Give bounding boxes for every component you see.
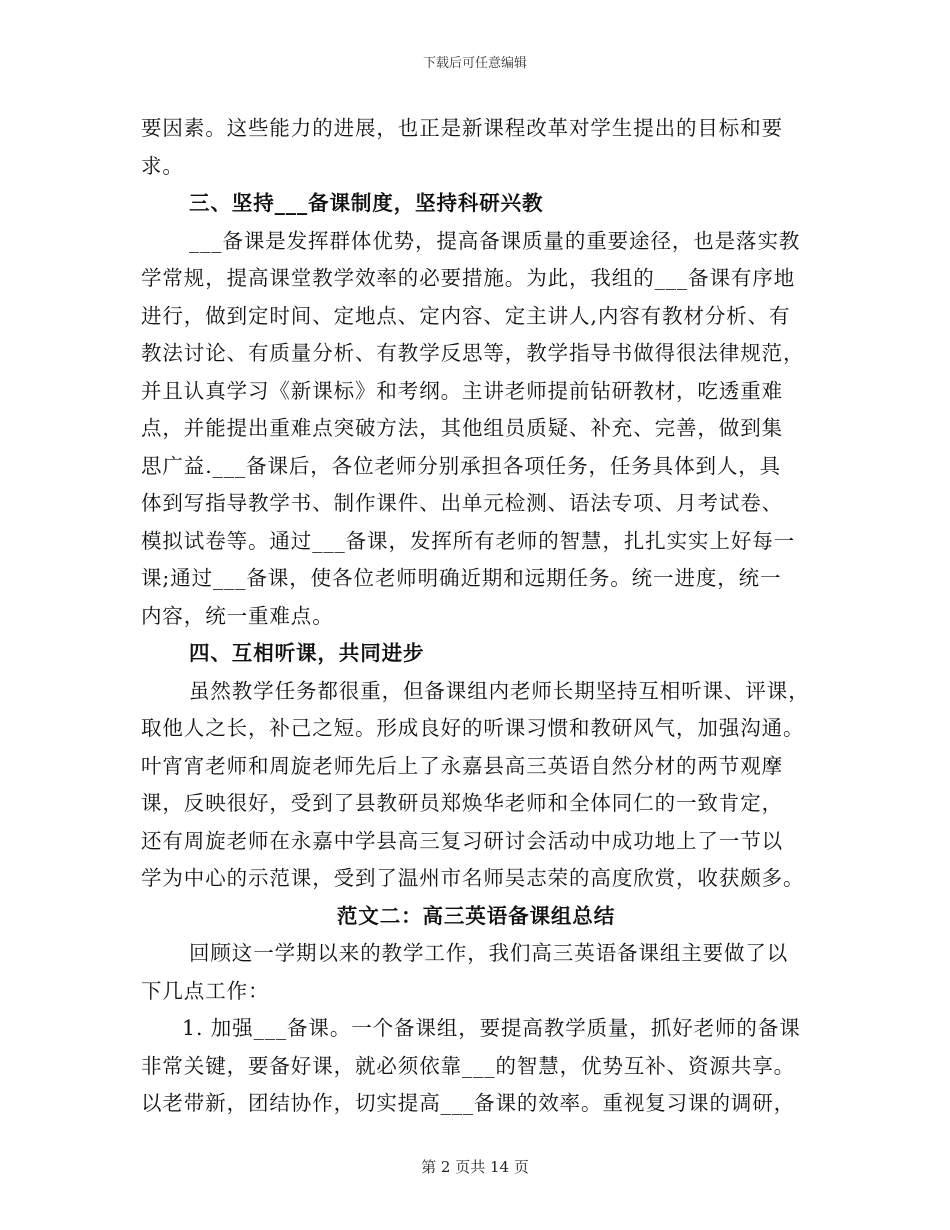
body-line: 课，反映很好，受到了县教研员郑焕华老师和全体同仁的一致肯定， bbox=[141, 791, 783, 815]
body-line: 非常关键，要备好课，就必须依靠___的智慧，优势互补、资源共享。 bbox=[141, 1053, 796, 1078]
body-line: 下几点工作： bbox=[141, 978, 270, 1003]
body-line: 进行，做到定时间、定地点、定内容、定主讲人,内容有教材分析、有 bbox=[141, 303, 791, 328]
body-line: 模拟试卷等。通过___备课，发挥所有老师的智慧，扎扎实实上好每一 bbox=[141, 528, 796, 553]
body-line: 并且认真学习《新课标》和考纲。主讲老师提前钻研教材，吃透重难 bbox=[141, 378, 783, 403]
body-line: 还有周旋老师在永嘉中学县高三复习研讨会活动中成功地上了一节以 bbox=[141, 828, 783, 853]
body-line: 内容，统一重难点。 bbox=[141, 603, 334, 628]
paragraph-start: 回顾这一学期以来的教学工作，我们高三英语备课组主要做了以 bbox=[189, 941, 789, 965]
section-heading-4: 四、互相听课，共同进步 bbox=[189, 641, 425, 665]
page-footer: 第 2 页共 14 页 bbox=[421, 1158, 529, 1176]
body-line: 思广益.___备课后，各位老师分别承担各项任务，任务具体到人，具 bbox=[141, 453, 782, 478]
body-line: 求。 bbox=[141, 153, 184, 178]
body-line: 点，并能提出重难点突破方法，其他组员质疑、补充、完善，做到集 bbox=[141, 416, 783, 440]
body-line: 要因素。这些能力的进展，也正是新课程改革对学生提出的目标和要 bbox=[141, 116, 783, 140]
body-line: 体到写指导教学书、制作课件、出单元检测、语法专项、月考试卷、 bbox=[141, 491, 783, 515]
body-line: 叶宵宵老师和周旋老师先后上了永嘉县高三英语自然分材的两节观摩 bbox=[141, 753, 783, 778]
body-line: 学为中心的示范课，受到了温州市名师吴志荣的高度欣赏，收获颇多。 bbox=[141, 866, 805, 890]
body-line: 取他人之长，补己之短。形成良好的听课习惯和教研风气，加强沟通。 bbox=[141, 716, 805, 740]
body-line: 学常规，提高课堂教学效率的必要措施。为此，我组的___备课有序地 bbox=[141, 266, 796, 290]
numbered-item: 1. 加强___备课。一个备课组，要提高教学质量，抓好老师的备课 bbox=[182, 1016, 801, 1040]
article-title: 范文二：高三英语备课组总结 bbox=[336, 903, 616, 928]
body-line: 以老带新，团结协作，切实提高___备课的效率。重视复习课的调研， bbox=[141, 1091, 796, 1115]
body-line: 课;通过___备课，使各位老师明确近期和远期任务。统一进度，统一 bbox=[141, 566, 782, 590]
section-heading-3: 三、坚持___备课制度，坚持科研兴教 bbox=[189, 191, 544, 215]
document-body bbox=[141, 110, 811, 1123]
page-header: 下载后可任意编辑 bbox=[422, 56, 527, 71]
paragraph-start: ___备课是发挥群体优势，提高备课质量的重要途径，也是落实教 bbox=[189, 228, 801, 253]
paragraph-start: 虽然教学任务都很重，但备课组内老师长期坚持互相听课、评课， bbox=[189, 678, 810, 703]
body-line: 教法讨论、有质量分析、有教学反思等，教学指导书做得很法律规范， bbox=[141, 341, 805, 365]
